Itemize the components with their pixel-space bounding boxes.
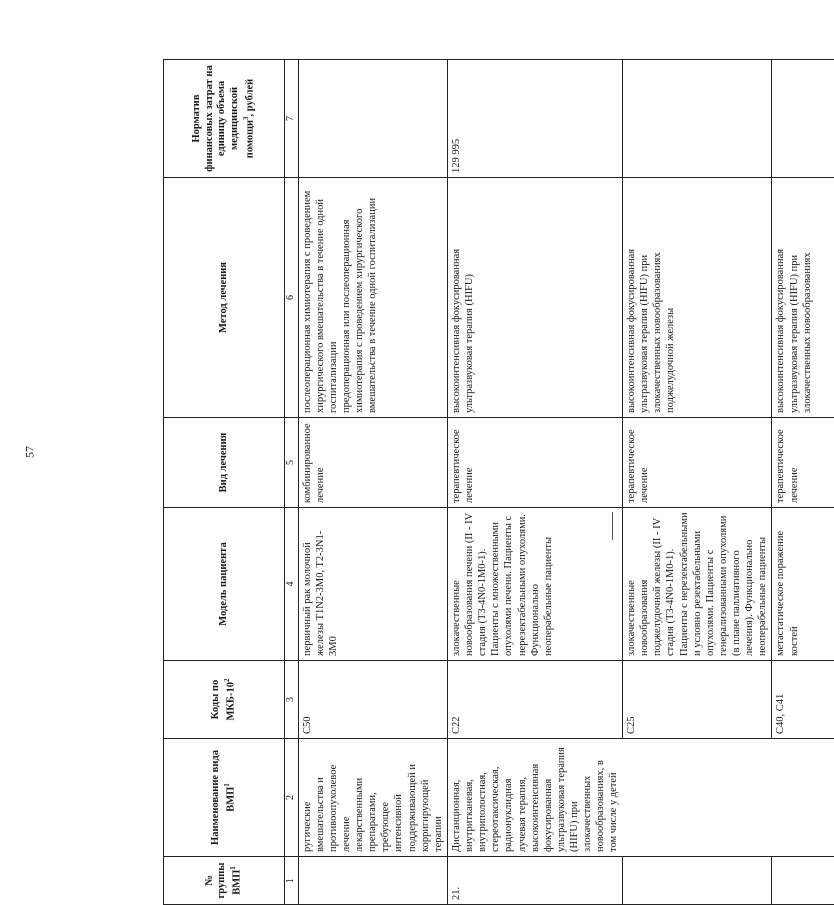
cell-treatment-type: терапевтическое лечение <box>772 418 834 508</box>
cell-method: высокоинтенсивная фокусированная ультразвуковая терапия (HIFU) при злокачественных новообразованиях поджелудочной железы <box>623 178 772 418</box>
vmp-table <box>163 59 834 905</box>
header-cell-treatment-type: Вид лечения <box>164 418 285 508</box>
cell-method: высокоинтенсивная фокусированная ультразвуковая терапия (HIFU) при злокачественных новообразованиях <box>772 178 834 418</box>
column-number-row <box>285 60 299 905</box>
header-cell-patient-model: Модель пациента <box>164 508 285 661</box>
cell-group <box>623 857 772 905</box>
cell-mkb: C50 <box>298 661 447 739</box>
cell-treatment-type: терапевтическое лечение <box>623 418 772 508</box>
cell-vmp-name <box>772 739 834 857</box>
cell-treatment-type: терапевтическое лечение <box>447 418 622 508</box>
cell-treatment-type: комбинированное лечение <box>298 418 447 508</box>
rotated-table-container <box>163 60 813 905</box>
table-row <box>447 60 622 905</box>
cell-norm <box>772 60 834 178</box>
table-row <box>772 60 834 905</box>
column-number: 6 <box>285 178 299 418</box>
header-cell-group: № группы ВМП$^1$ <box>164 857 285 905</box>
column-number: 2 <box>285 739 299 857</box>
cell-patient-model: злокачественные новообразования печени (II - IV стадия (T3-4N0-1M0-1). Пациенты с множественными опухолями печени. Пациенты с нерезектабельными опухолями. Функционально неоперабельные пациенты <box>447 508 622 661</box>
column-number: 3 <box>285 661 299 739</box>
column-number: 1 <box>285 857 299 905</box>
table-row <box>298 60 447 905</box>
column-number: 5 <box>285 418 299 508</box>
page-number: 57 <box>22 446 37 458</box>
header-row <box>164 60 285 905</box>
cell-norm: 129 995 <box>447 60 622 178</box>
header-cell-mkb: Коды по МКБ-$10^2$ <box>164 661 285 739</box>
cell-patient-model: метастатическое поражение костей <box>772 508 834 661</box>
cell-vmp-name: Дистанционная, внутритканевая, внутриполостная, стереотаксическая, радионуклидная лучевая терапия, высокоинтенсивная фокусированная ультразвуковая терапия (HIFU) при злокачественных новообразованиях, в том числе у детей <box>447 739 622 857</box>
cell-vmp-name: ругические вмешательства и противоопухолевое лечение лекарственными препаратами, требующее интенсивной поддерживающей и корригирующей терапии <box>298 739 447 857</box>
cell-group <box>298 857 447 905</box>
cell-patient-model: первичный рак молочной железы T1N2-3M0, T2-3N1-3M0 <box>298 508 447 661</box>
cell-patient-model: злокачественные новообразования поджелудочной железы (II - IV стадия (T3-4N0-1M0-1). Пациенты с нерезектабельными и условно резектабельными опухолями. Пациенты с генерализованными опухолями (в плане паллиативного лечения). Функционально неоперабельные пациенты <box>623 508 772 661</box>
table-row <box>623 60 772 905</box>
header-cell-norm: Норматив финансовых затрат на единицу объема медицинской помощи$^3$, рублей <box>164 60 285 178</box>
cell-norm <box>298 60 447 178</box>
cell-group <box>772 857 834 905</box>
cell-mkb: C40, C41 <box>772 661 834 739</box>
cell-mkb: C22 <box>447 661 622 739</box>
cell-vmp-name <box>623 739 772 857</box>
column-number: 7 <box>285 60 299 178</box>
header-cell-vmp-name: Наименование вида ВМП$^1$ <box>164 739 285 857</box>
cell-mkb: C25 <box>623 661 772 739</box>
cell-group: 21. <box>447 857 622 905</box>
cell-method: послеоперационная химиотерапия с проведением хирургического вмешательства в течение одной госпитализации предоперационная или послеоперационная химиотерапия с проведением хирургического вмешательства в течение одной госпитализации <box>298 178 447 418</box>
header-cell-method: Метод лечения <box>164 178 285 418</box>
column-number: 4 <box>285 508 299 661</box>
cell-method: высокоинтенсивная фокусированная ультразвуковая терапия (HIFU) <box>447 178 622 418</box>
cell-norm <box>623 60 772 178</box>
